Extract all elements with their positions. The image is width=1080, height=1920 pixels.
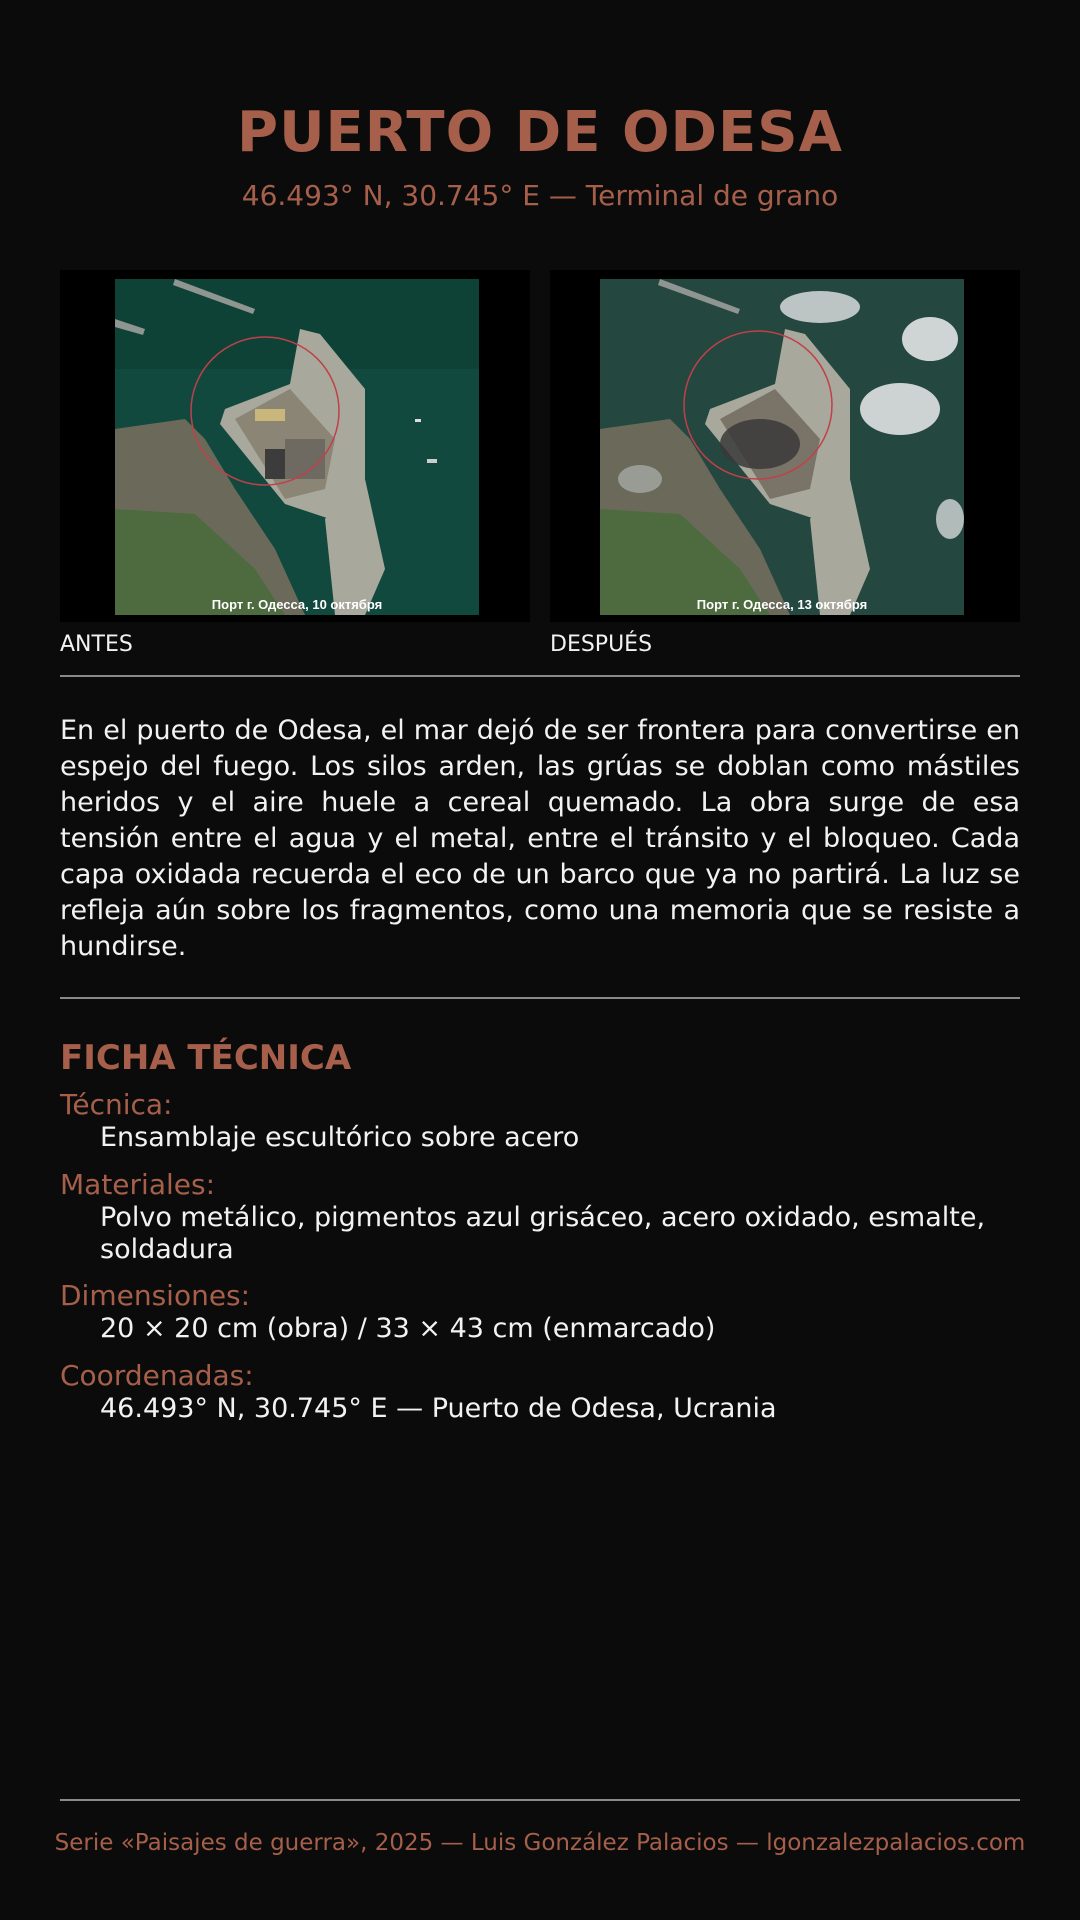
image-caption-before: Порт г. Одесса, 10 октября — [211, 597, 383, 612]
artist-statement: En el puerto de Odesa, el mar dejó de ser frontera para convertirse en espejo del fuego. Los silos arden, las grúas se doblan como mástiles heridos y el aire huele a cereal quemado. La obra surge de esa tensión entre el agua y el metal, entre el tránsito y el bloqueo. Cada capa oxidada recuerda el eco de un barco que ya no partirá. La luz se refleja aún sobre los fragmentos, como una memoria que se resiste a hundirse. — [60, 715, 1020, 962]
spec-dimensiones — [60, 1279, 1026, 1345]
image-caption-after: Порт г. Одесса, 13 октября — [696, 597, 868, 612]
spec-value: Ensamblaje escultórico sobre acero — [100, 1122, 580, 1153]
page-title: PUERTO DE ODESA — [237, 100, 843, 165]
spec-value: Polvo metálico, pigmentos azul grisáceo, acero oxidado, esmalte, soldadura — [100, 1202, 986, 1265]
spec-materiales — [60, 1168, 1026, 1266]
spec-label: Técnica: — [60, 1088, 173, 1121]
spec-label: Dimensiones: — [60, 1279, 251, 1312]
before-label: ANTES — [60, 632, 133, 657]
spec-label: Materiales: — [60, 1168, 215, 1201]
ficha-tecnica-heading: FICHA TÉCNICA — [60, 1038, 352, 1078]
divider-middle — [60, 997, 1020, 999]
satellite-image-after — [550, 270, 1020, 622]
divider-bottom — [60, 1799, 1020, 1801]
spec-label: Coordenadas: — [60, 1359, 254, 1392]
satellite-map-after — [600, 279, 964, 615]
spec-coordenadas — [60, 1359, 1026, 1425]
spec-value: 20 × 20 cm (obra) / 33 × 43 cm (enmarcado) — [100, 1313, 716, 1344]
footer-credit: Serie «Paisajes de guerra», 2025 — Luis González Palacios — lgonzalezpalacios.com — [54, 1830, 1026, 1856]
after-label: DESPUÉS — [550, 632, 653, 657]
spec-value: 46.493° N, 30.745° E — Puerto de Odesa, Ucrania — [100, 1393, 777, 1424]
satellite-image-before — [60, 270, 530, 622]
divider-top — [60, 675, 1020, 677]
spec-tecnica — [60, 1088, 1026, 1154]
satellite-map-before — [115, 279, 479, 615]
page-subtitle: 46.493° N, 30.745° E — Terminal de grano — [241, 179, 839, 212]
